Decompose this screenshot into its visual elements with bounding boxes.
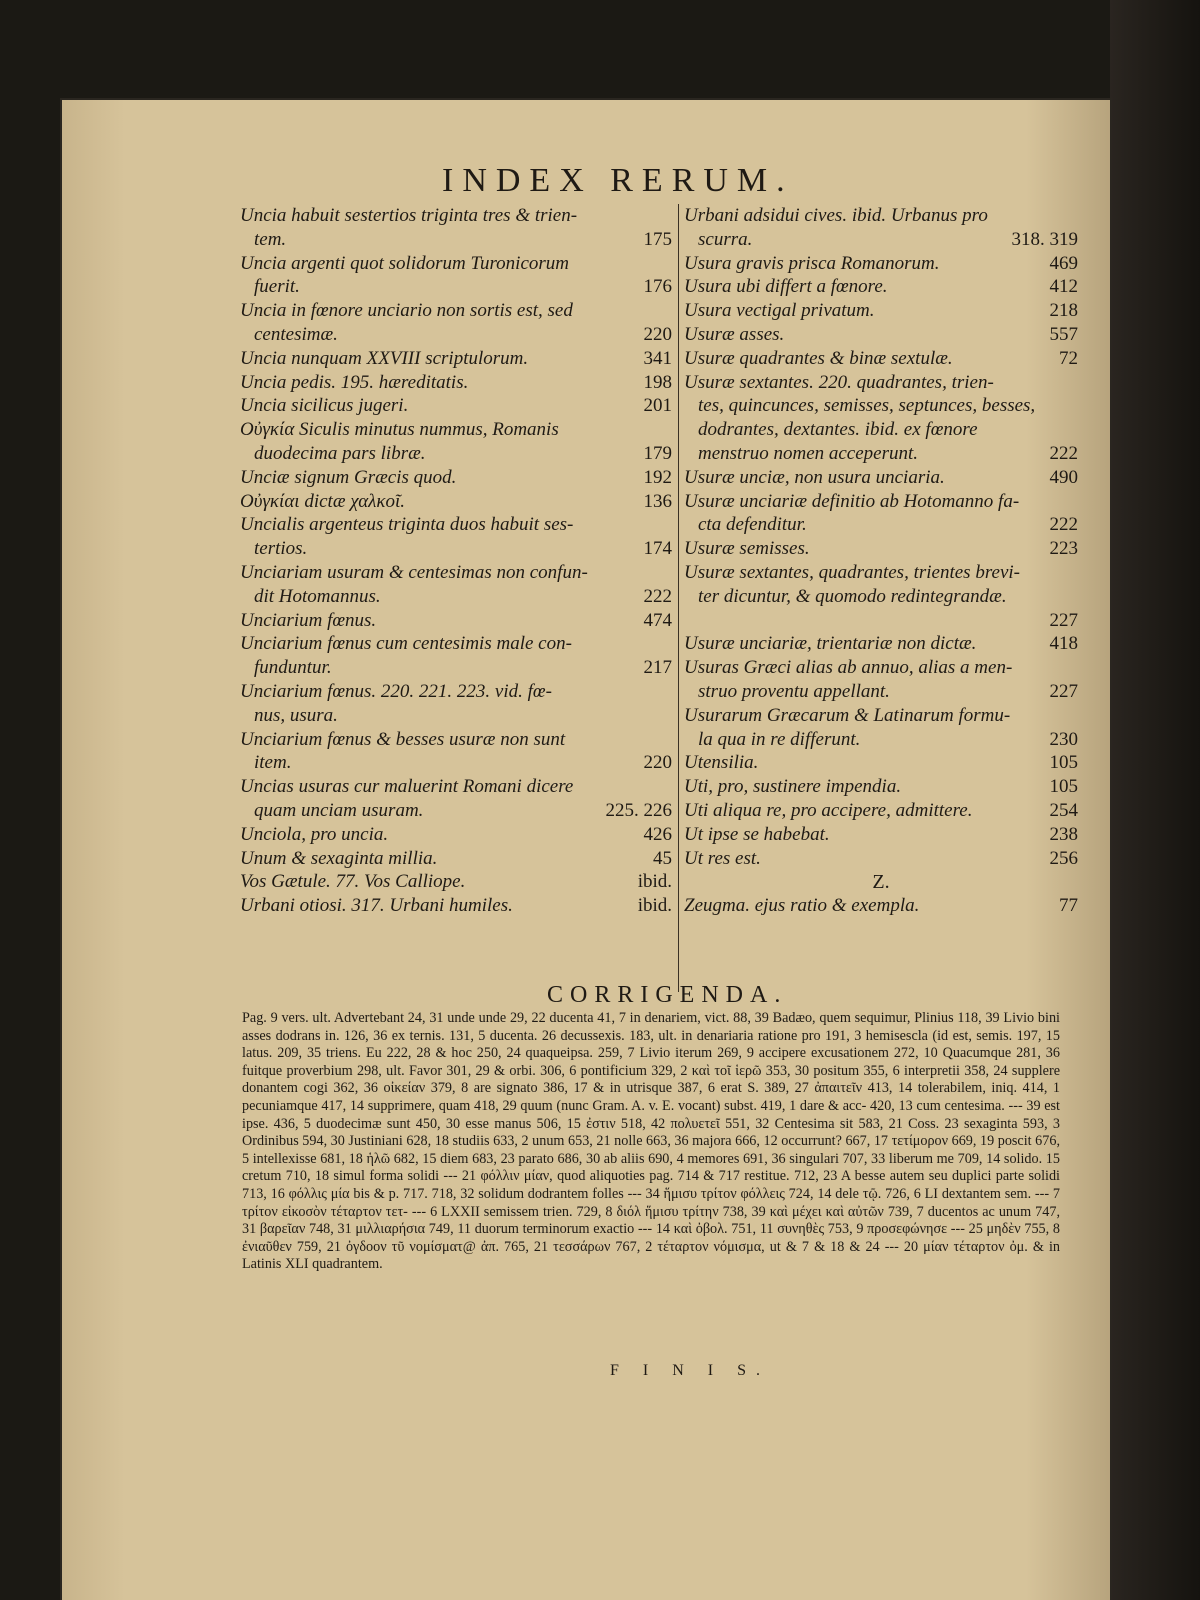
entry-text: Vos Gætule. 77. Vos Calliope. [240,871,466,893]
entry-page-ref: 105 [1049,776,1078,798]
entry-text: Ut ipse se habebat. [684,823,830,845]
entry-page-ref: 222 [1049,442,1078,464]
entry-text: Uncialis argenteus triginta duos habuit ses- [240,514,574,536]
entry-page-ref: 174 [643,538,672,560]
index-entry [684,371,1078,395]
entry-text: Uti, pro, sustinere impendia. [684,776,902,798]
entry-text: Uncias usuras cur maluerint Romani dicere [240,776,574,798]
entry-text: Uncia argenti quot solidorum Turonicorum [240,252,569,274]
index-entry [684,799,1078,823]
entry-text: cta defenditur. [698,514,807,536]
entry-text: dodrantes, dextantes. ibid. ex fœnore [698,419,978,441]
entry-page-ref: ibid. [637,895,672,917]
entry-text: duodecima pars libræ. [254,442,426,464]
index-entry [240,299,672,323]
entry-text: Usura vectigal privatum. [684,300,875,322]
entry-page-ref: 220 [643,752,672,774]
entry-page-ref: 227 [1049,609,1078,631]
index-entry [240,751,672,775]
entry-page-ref: 45 [653,847,672,869]
entry-text: Usura ubi differt a fœnore. [684,276,888,298]
entry-text: scurra. [698,228,753,250]
entry-text: Zeugma. ejus ratio & exempla. [684,895,920,917]
corrigenda-heading: CORRIGENDA. [547,982,788,1008]
index-entry [240,323,672,347]
entry-text: centesimæ. [254,323,338,345]
index-entry [684,537,1078,561]
index-entry [240,823,672,847]
entry-page-ref: ibid. [637,871,672,893]
entry-page-ref: 222 [643,585,672,607]
entry-text: menstruo nomen acceperunt. [698,442,919,464]
index-entry [240,728,672,752]
entry-page-ref: 218 [1049,300,1078,322]
entry-text: nus, usura. [254,704,338,726]
entry-text: Οὐγκία Siculis minutus nummus, Romanis [240,419,559,441]
entry-text: Uncia habuit sestertios triginta tres & trien- [240,205,578,226]
entry-text: Uncia sicilicus jugeri. [240,395,409,417]
index-entry [240,371,672,395]
entry-page-ref: 223 [1049,538,1078,560]
entry-text: Usuræ asses. [684,323,785,345]
entry-page-ref: 77 [1059,895,1078,917]
finis-mark: F I N I S. [610,1362,771,1379]
entry-text: Uncia pedis. 195. hæreditatis. [240,371,469,393]
entry-text: Usuræ unciariæ, trientariæ non dictæ. [684,633,977,655]
book-page [62,100,1110,1600]
index-entry [240,537,672,561]
entry-page-ref: 179 [643,442,672,464]
entry-text: Unciarium fœnus. 220. 221. 223. vid. fœ- [240,680,552,702]
index-entry [240,442,672,466]
index-entry [684,823,1078,847]
index-entry [684,775,1078,799]
entry-text: Usuras Græci alias ab annuo, alias a men- [684,657,1013,679]
index-entry [240,347,672,371]
entry-text: Unciariam usuram & centesimas non confun- [240,561,588,583]
entry-page-ref: 72 [1059,347,1078,369]
index-entry [684,228,1078,252]
entry-text: Utensilia. [684,752,759,774]
entry-text: Unciæ signum Græcis quod. [240,466,457,488]
index-entry [240,775,672,799]
entry-text [684,610,689,631]
index-entry [240,870,672,894]
index-entry [684,394,1078,418]
index-entry [684,347,1078,371]
entry-page-ref: 192 [643,466,672,488]
entry-text: fuerit. [254,276,300,298]
index-entry [684,299,1078,323]
entry-text: Urbani otiosi. 317. Urbani humiles. [240,895,513,917]
index-entry [684,513,1078,537]
entry-text: Unum & sexaginta millia. [240,847,438,869]
entry-text: ter dicuntur, & quomodo redintegrandæ. [698,585,1007,607]
index-entry [684,847,1078,871]
entry-page-ref: 230 [1049,728,1078,750]
index-entry [240,847,672,871]
entry-page-ref: 176 [643,276,672,298]
index-entry [684,680,1078,704]
entry-page-ref: 490 [1049,466,1078,488]
entry-text: tes, quincunces, semisses, septunces, besses, [698,395,1036,417]
entry-text: Unciarium fœnus cum centesimis male con- [240,633,572,655]
index-entry [684,561,1078,585]
index-entry [684,894,1078,918]
entry-page-ref: 225. 226 [605,799,672,821]
index-entry [684,204,1078,228]
index-entry [240,466,672,490]
index-entry [240,204,672,228]
entry-text: Uncia in fœnore unciario non sortis est, sed [240,300,573,322]
entry-page-ref: 238 [1049,823,1078,845]
entry-text: Unciola, pro uncia. [240,823,389,845]
index-entry [240,275,672,299]
corrigenda-text: Pag. 9 vers. ult. Advertebant 24, 31 unde unde 29, 22 ducenta 41, 7 in denariem, vict. 88, 39 Badæo, quem sequimur, Plinius 118, 39 Livio bini asses dodrans in. 126, 36 ex ternis. 131, 5 ducenta. 26 decussexis. 183, ult. in denariaria ratione pro 191, 3 hemisescla (id est, semis. 197, 15 latus. 209, 35 triens. Eu 222, 28 & hoc 250, 24 quaqueipsa. 259, 7 Livio iterum 269, 9 accipere excusationem 272, 10 Quacumque 281, 36 fuitque proverbium 298, ult. Favor 301, 29 & orbi. 306, 6 pontificium 329, 2 καὶ τοῖ ἱερῶ 353, 30 positum 355, 6 interpretii 358, 24 supplere donantem cogi 362, 36 οἰκείαν 379, 8 are signato 386, 17 & in utrisque 387, 6 erat S. 389, 27 ἀπαιτεῖν 413, 14 tolerabilem, iniq. 414, 1 pecuniamque 417, 14 supprimere, quam 418, 29 quum (nunc Gram. A. v. E. vocant) subst. 419, 1 dare & acc- 420, 13 cum centesima. --- 39 est ipse. 436, 5 duodecimæ sunt 450, 30 esse manus 506, 15 ἐστιν 518, 42 πολυετεῖ 551, 32 Centesima sit 583, 21 Coss. 23 sexaginta 593, 3 Ordinibus 594, 30 Justiniani 628, 18 studiis 633, 2 unum 653, 21 nolle 663, 36 majora 666, 12 occurrunt? 667, 17 τετίμορον 669, 19 poscit 676, 5 intellexisse 681, 18 ἡλῶ 682, 15 diem 683, 23 parato 686, 30 ab aliis 690, 4 memores 691, 36 singulari 707, 33 liberum me 709, 14 solido. 15 cretum 710, 18 simul forma solidi --- 21 φόλλιν μίαν, quod aliquoties pag. 714 & 717 restitue. 712, 23 A besse autem seu duplici parte solidi 713, 16 φόλλις μία bis & p. 717. 718, 32 solidum dodrantem folles --- 34 ἥμισυ τρίτον φόλλεις 724, 14 dele τῷ. 726, 6 LI dextantem sem. --- 7 τρίτον εἰκοσὸν τέταρτον τετ- --- 6 LXXII semissem trien. 729, 8 διόλ ἥμισυ τρίτην 738, 39 καὶ μέχει καὶ αὐτῶν 739, 7 ducentos ac unum 747, 31 βαρεῖαν 748, 31 μιλλιαρήσια 749, 11 duorum terminorum exactio --- 14 καὶ ὀβολ. 751, 11 συνηθὲς 753, 9 προσεφώνησε --- 25 μηδὲν 755, 8 ἐνιαῦθεν 759, 21 ὀγδοον τῦ νομίσματ@ ἀπ. 765, 21 τεσσάρων 767, 2 τέταρτον νόμισμα, ut & 7 & 18 & 24 --- 20 μίαν τέταρτον ὀμ. & in Latinis XLI quadrantem. [242,1010,1060,1273]
entry-text: dit Hotomannus. [254,585,381,607]
index-entry [684,442,1078,466]
entry-page-ref: 220 [643,323,672,345]
index-entry [684,728,1078,752]
index-entry [240,585,672,609]
page-title: INDEX RERUM. [442,162,794,199]
section-heading-z: Z. [872,871,890,894]
index-entry [240,609,672,633]
entry-text: Urbani adsidui cives. ibid. Urbanus pro [684,205,988,226]
index-entry [240,513,672,537]
index-entry [240,490,672,514]
index-entry [240,252,672,276]
index-column-right [684,204,1078,918]
entry-page-ref: 341 [643,347,672,369]
entry-text: Usuræ sextantes, quadrantes, trientes brevi- [684,561,1020,583]
index-entry [684,252,1078,276]
entry-text: Ut res est. [684,847,761,869]
entry-page-ref: 217 [643,657,672,679]
index-entry [240,799,672,823]
index-entry [684,609,1078,633]
entry-page-ref: 256 [1049,847,1078,869]
entry-page-ref: 222 [1049,514,1078,536]
entry-page-ref: 426 [643,823,672,845]
entry-page-ref: 201 [643,395,672,417]
entry-text: la qua in re differunt. [698,728,861,750]
entry-text: quam unciam usuram. [254,799,424,821]
entry-page-ref: 418 [1049,633,1078,655]
entry-text: struo proventu appellant. [698,680,890,702]
entry-text: tem. [254,228,287,250]
index-entry [240,656,672,680]
index-entry [240,632,672,656]
index-entry [684,418,1078,442]
entry-text: item. [254,752,292,774]
entry-page-ref: 175 [643,228,672,250]
entry-text: Uti aliqua re, pro accipere, admittere. [684,799,973,821]
index-entry [684,656,1078,680]
entry-page-ref: 136 [643,490,672,512]
entry-text: Unciarium fœnus & besses usuræ non sunt [240,728,566,750]
entry-text: tertios. [254,538,308,560]
index-entry [240,418,672,442]
index-column-left [240,204,679,992]
entry-text: Unciarium fœnus. [240,609,377,631]
index-entry [240,561,672,585]
entry-text: Usurarum Græcarum & Latinarum formu- [684,704,1011,726]
entry-text: Usura gravis prisca Romanorum. [684,252,940,274]
index-entry [240,680,672,704]
index-entry [684,704,1078,728]
entry-page-ref: 254 [1049,799,1078,821]
entry-text: Usuræ semisses. [684,538,810,560]
entry-text: Usuræ quadrantes & binæ sextulæ. [684,347,953,369]
entry-page-ref: 227 [1049,680,1078,702]
entry-page-ref: 469 [1049,252,1078,274]
index-entry [240,228,672,252]
index-entry [684,323,1078,347]
index-entry [240,394,672,418]
entry-text: Usuræ sextantes. 220. quadrantes, trien- [684,371,994,393]
index-entry [684,751,1078,775]
entry-page-ref: 105 [1049,752,1078,774]
index-entry [684,466,1078,490]
entry-page-ref: 557 [1049,323,1078,345]
index-entry [684,632,1078,656]
book-binding [1110,0,1200,1600]
entry-text: funduntur. [254,657,332,679]
entry-page-ref: 318. 319 [1011,228,1078,250]
entry-text: Usuræ unciariæ definitio ab Hotomanno fa- [684,490,1020,512]
entry-text: Οὐγκίαι dictæ χαλκοῖ. [240,490,406,512]
entry-page-ref: 412 [1049,276,1078,298]
entry-text: Usuræ unciæ, non usura unciaria. [684,466,945,488]
index-entry [240,894,672,918]
index-entry [684,585,1078,609]
entry-page-ref: 474 [643,609,672,631]
index-entry [240,704,672,728]
entry-page-ref: 198 [643,371,672,393]
index-entry [684,490,1078,514]
index-entry [684,275,1078,299]
entry-text: Uncia nunquam XXVIII scriptulorum. [240,347,529,369]
